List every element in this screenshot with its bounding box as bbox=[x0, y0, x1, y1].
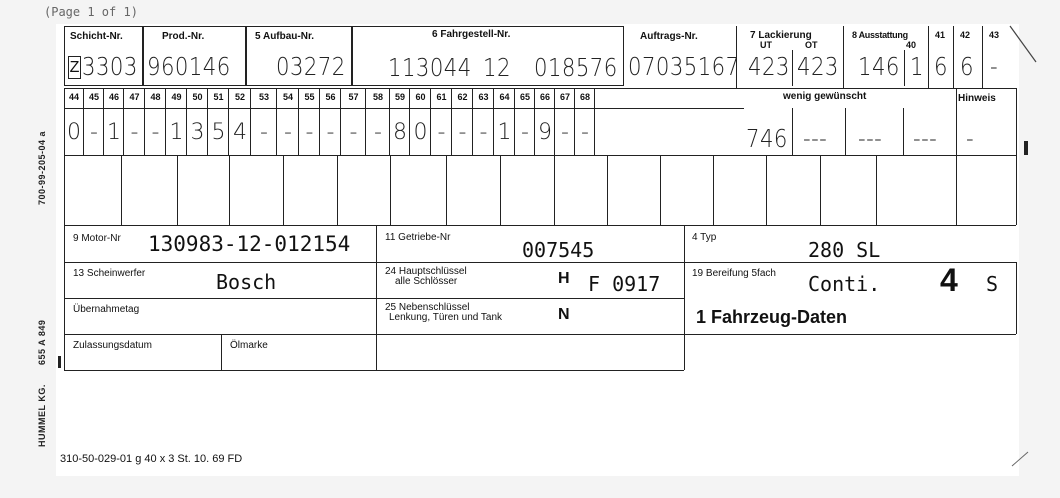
col-num: 50 bbox=[192, 92, 203, 102]
code-col bbox=[341, 88, 366, 155]
fahrgestell-part-b: 12 bbox=[483, 53, 511, 82]
schicht-value: 3303 bbox=[82, 52, 138, 81]
wenig-label: wenig gewünscht bbox=[783, 91, 867, 102]
nebenschluessel-label: 25 Nebenschlüssel Lenkung, Türen und Tank bbox=[385, 302, 503, 323]
ausstattung-sub: 40 bbox=[906, 40, 917, 50]
col-val: 1 bbox=[107, 120, 121, 145]
col-val: 0 bbox=[67, 120, 81, 145]
motor-label: 9 Motor-Nr bbox=[73, 233, 121, 244]
col-val: - bbox=[326, 120, 335, 145]
code-col bbox=[366, 88, 390, 155]
lackierung-label: 7 Lackierung bbox=[750, 30, 812, 41]
prod-value: 960146 bbox=[147, 52, 231, 81]
code-col bbox=[320, 88, 341, 155]
bereifung-suffix: S bbox=[986, 272, 999, 296]
col-val: - bbox=[130, 120, 139, 145]
code-col bbox=[299, 88, 320, 155]
col-val: 1 bbox=[169, 120, 184, 145]
aufbau-value: 03272 bbox=[276, 52, 346, 81]
ausstattung-label: 8 Ausstattung bbox=[852, 30, 908, 40]
scheinwerfer-label: 13 Scheinwerfer bbox=[73, 268, 146, 279]
col-num: 62 bbox=[457, 92, 468, 102]
aufbau-label: 5 Aufbau-Nr. bbox=[255, 31, 315, 42]
hauptschluessel-label: 24 Hauptschlüssel alle Schlösser bbox=[385, 266, 467, 287]
col-41-label: 41 bbox=[934, 30, 945, 40]
col-val: - bbox=[374, 120, 382, 145]
hauptschluessel-value: F 0917 bbox=[588, 272, 661, 296]
fahrgestell-part-a: 113044 bbox=[388, 53, 472, 82]
col-val: 0 bbox=[413, 120, 428, 145]
col-num: 51 bbox=[213, 92, 224, 102]
col-val: - bbox=[260, 120, 268, 145]
nebenschluessel-code: N bbox=[558, 306, 570, 323]
code-col bbox=[575, 88, 595, 155]
col-num: 46 bbox=[108, 92, 119, 102]
code-col bbox=[515, 88, 535, 155]
col-43-label: 43 bbox=[988, 30, 999, 40]
code-col bbox=[166, 88, 187, 155]
uebernahme-label: Übernahmetag bbox=[73, 304, 140, 315]
zulassung-label: Zulassungsdatum bbox=[73, 340, 152, 351]
code-columns bbox=[64, 88, 744, 155]
code-col bbox=[535, 88, 555, 155]
col-num: 68 bbox=[579, 92, 590, 102]
prod-label: Prod.-Nr. bbox=[162, 31, 205, 42]
col-val: - bbox=[479, 120, 488, 145]
col-val: - bbox=[305, 120, 314, 145]
corner-fold-line bbox=[1008, 24, 1038, 64]
code-col bbox=[494, 88, 515, 155]
code-col bbox=[229, 88, 251, 155]
hinweis-label: Hinweis bbox=[958, 93, 996, 104]
hauptschluessel-code: H bbox=[558, 270, 570, 287]
wenig-value-1: 746 bbox=[746, 124, 788, 153]
getriebe-value: 007545 bbox=[522, 238, 595, 262]
col-num: 65 bbox=[519, 92, 530, 102]
side-code-top: 700-99-205-04 a bbox=[37, 130, 47, 205]
code-col bbox=[452, 88, 473, 155]
ot-label: OT bbox=[805, 40, 818, 50]
col-num: 45 bbox=[88, 92, 99, 102]
code-col bbox=[251, 88, 277, 155]
col-num: 49 bbox=[171, 92, 182, 102]
code-col bbox=[390, 88, 410, 155]
code-col bbox=[187, 88, 208, 155]
col-val: 5 bbox=[211, 120, 226, 145]
corner-fold-line-bottom bbox=[1010, 448, 1030, 468]
col-num: 63 bbox=[478, 92, 489, 102]
col-val: 4 bbox=[233, 120, 247, 145]
page-header: (Page 1 of 1) bbox=[44, 5, 138, 19]
col-num: 55 bbox=[304, 92, 315, 102]
oelmarke-label: Ölmarke bbox=[230, 340, 268, 351]
col-42-label: 42 bbox=[959, 30, 970, 40]
col-val: - bbox=[581, 120, 589, 145]
fahrzeug-daten-title: 1 Fahrzeug-Daten bbox=[696, 307, 848, 327]
ut-value: 423 bbox=[748, 52, 790, 81]
ausstattung-value: 146 bbox=[858, 52, 900, 81]
col-num: 47 bbox=[129, 92, 140, 102]
getriebe-label: 11 Getriebe-Nr bbox=[385, 232, 451, 243]
col-num: 64 bbox=[499, 92, 510, 102]
ut-label: UT bbox=[760, 40, 772, 50]
col-val: - bbox=[437, 120, 446, 145]
code-col bbox=[84, 88, 104, 155]
col-val: 8 bbox=[393, 120, 407, 145]
code-col bbox=[431, 88, 452, 155]
hinweis-value: - bbox=[966, 124, 975, 153]
code-col bbox=[277, 88, 299, 155]
col-val: - bbox=[561, 120, 569, 145]
auftrags-value: 07035167 bbox=[628, 52, 740, 81]
col-num: 52 bbox=[234, 92, 245, 102]
col-num: 48 bbox=[150, 92, 161, 102]
code-col bbox=[104, 88, 124, 155]
typ-value: 280 SL bbox=[808, 238, 881, 262]
typ-label: 4 Typ bbox=[692, 232, 717, 243]
col-val: - bbox=[458, 120, 467, 145]
fahrgestell-part-c: 018576 bbox=[534, 53, 618, 82]
col-val: - bbox=[90, 120, 98, 145]
col-num: 60 bbox=[415, 92, 426, 102]
col-num: 57 bbox=[348, 92, 359, 102]
code-col bbox=[145, 88, 166, 155]
ot-value: 423 bbox=[797, 52, 839, 81]
fahrgestell-label: 6 Fahrgestell-Nr. bbox=[432, 29, 511, 40]
schicht-label: Schicht-Nr. bbox=[70, 31, 123, 42]
col-41-value: 6 bbox=[934, 52, 948, 81]
wenig-value-3: --- bbox=[858, 124, 883, 153]
col-42-value: 6 bbox=[960, 52, 974, 81]
col-val: - bbox=[284, 120, 292, 145]
col-val: - bbox=[349, 120, 358, 145]
side-code-middle: 655 A 849 bbox=[37, 319, 47, 365]
code-col bbox=[473, 88, 494, 155]
code-col bbox=[555, 88, 575, 155]
col-num: 44 bbox=[68, 92, 79, 102]
form-footer: 310-50-029-01 g 40 x 3 St. 10. 69 FD bbox=[60, 453, 243, 465]
wenig-value-4: --- bbox=[913, 124, 938, 153]
col-num: 58 bbox=[372, 92, 383, 102]
col-val: - bbox=[151, 120, 160, 145]
bereifung-label: 19 Bereifung 5fach bbox=[692, 268, 776, 279]
col-val: 9 bbox=[538, 120, 552, 145]
col-val: - bbox=[521, 120, 529, 145]
margin-mark bbox=[1024, 141, 1028, 155]
bereifung-number: 4 bbox=[940, 262, 958, 298]
code-col bbox=[64, 88, 84, 155]
scheinwerfer-value: Bosch bbox=[216, 270, 277, 294]
bereifung-value: Conti. bbox=[808, 272, 881, 296]
col-num: 59 bbox=[394, 92, 405, 102]
side-publisher: HUMMEL KG. bbox=[37, 384, 47, 447]
field-40-value: 1 bbox=[910, 52, 924, 81]
col-num: 54 bbox=[282, 92, 293, 102]
code-col bbox=[410, 88, 431, 155]
auftrags-label: Auftrags-Nr. bbox=[640, 31, 698, 42]
col-val: 1 bbox=[497, 120, 512, 145]
schicht-prefix: Z bbox=[68, 56, 81, 79]
code-col bbox=[208, 88, 229, 155]
motor-value: 130983-12-012154 bbox=[148, 232, 351, 256]
margin-mark bbox=[58, 356, 61, 368]
wenig-value-2: --- bbox=[803, 124, 828, 153]
col-num: 56 bbox=[325, 92, 336, 102]
code-col bbox=[124, 88, 145, 155]
col-val: 3 bbox=[190, 120, 205, 145]
col-num: 66 bbox=[539, 92, 550, 102]
col-num: 67 bbox=[559, 92, 570, 102]
col-num: 61 bbox=[436, 92, 447, 102]
col-num: 53 bbox=[258, 92, 269, 102]
col-43-value: - bbox=[990, 52, 999, 81]
